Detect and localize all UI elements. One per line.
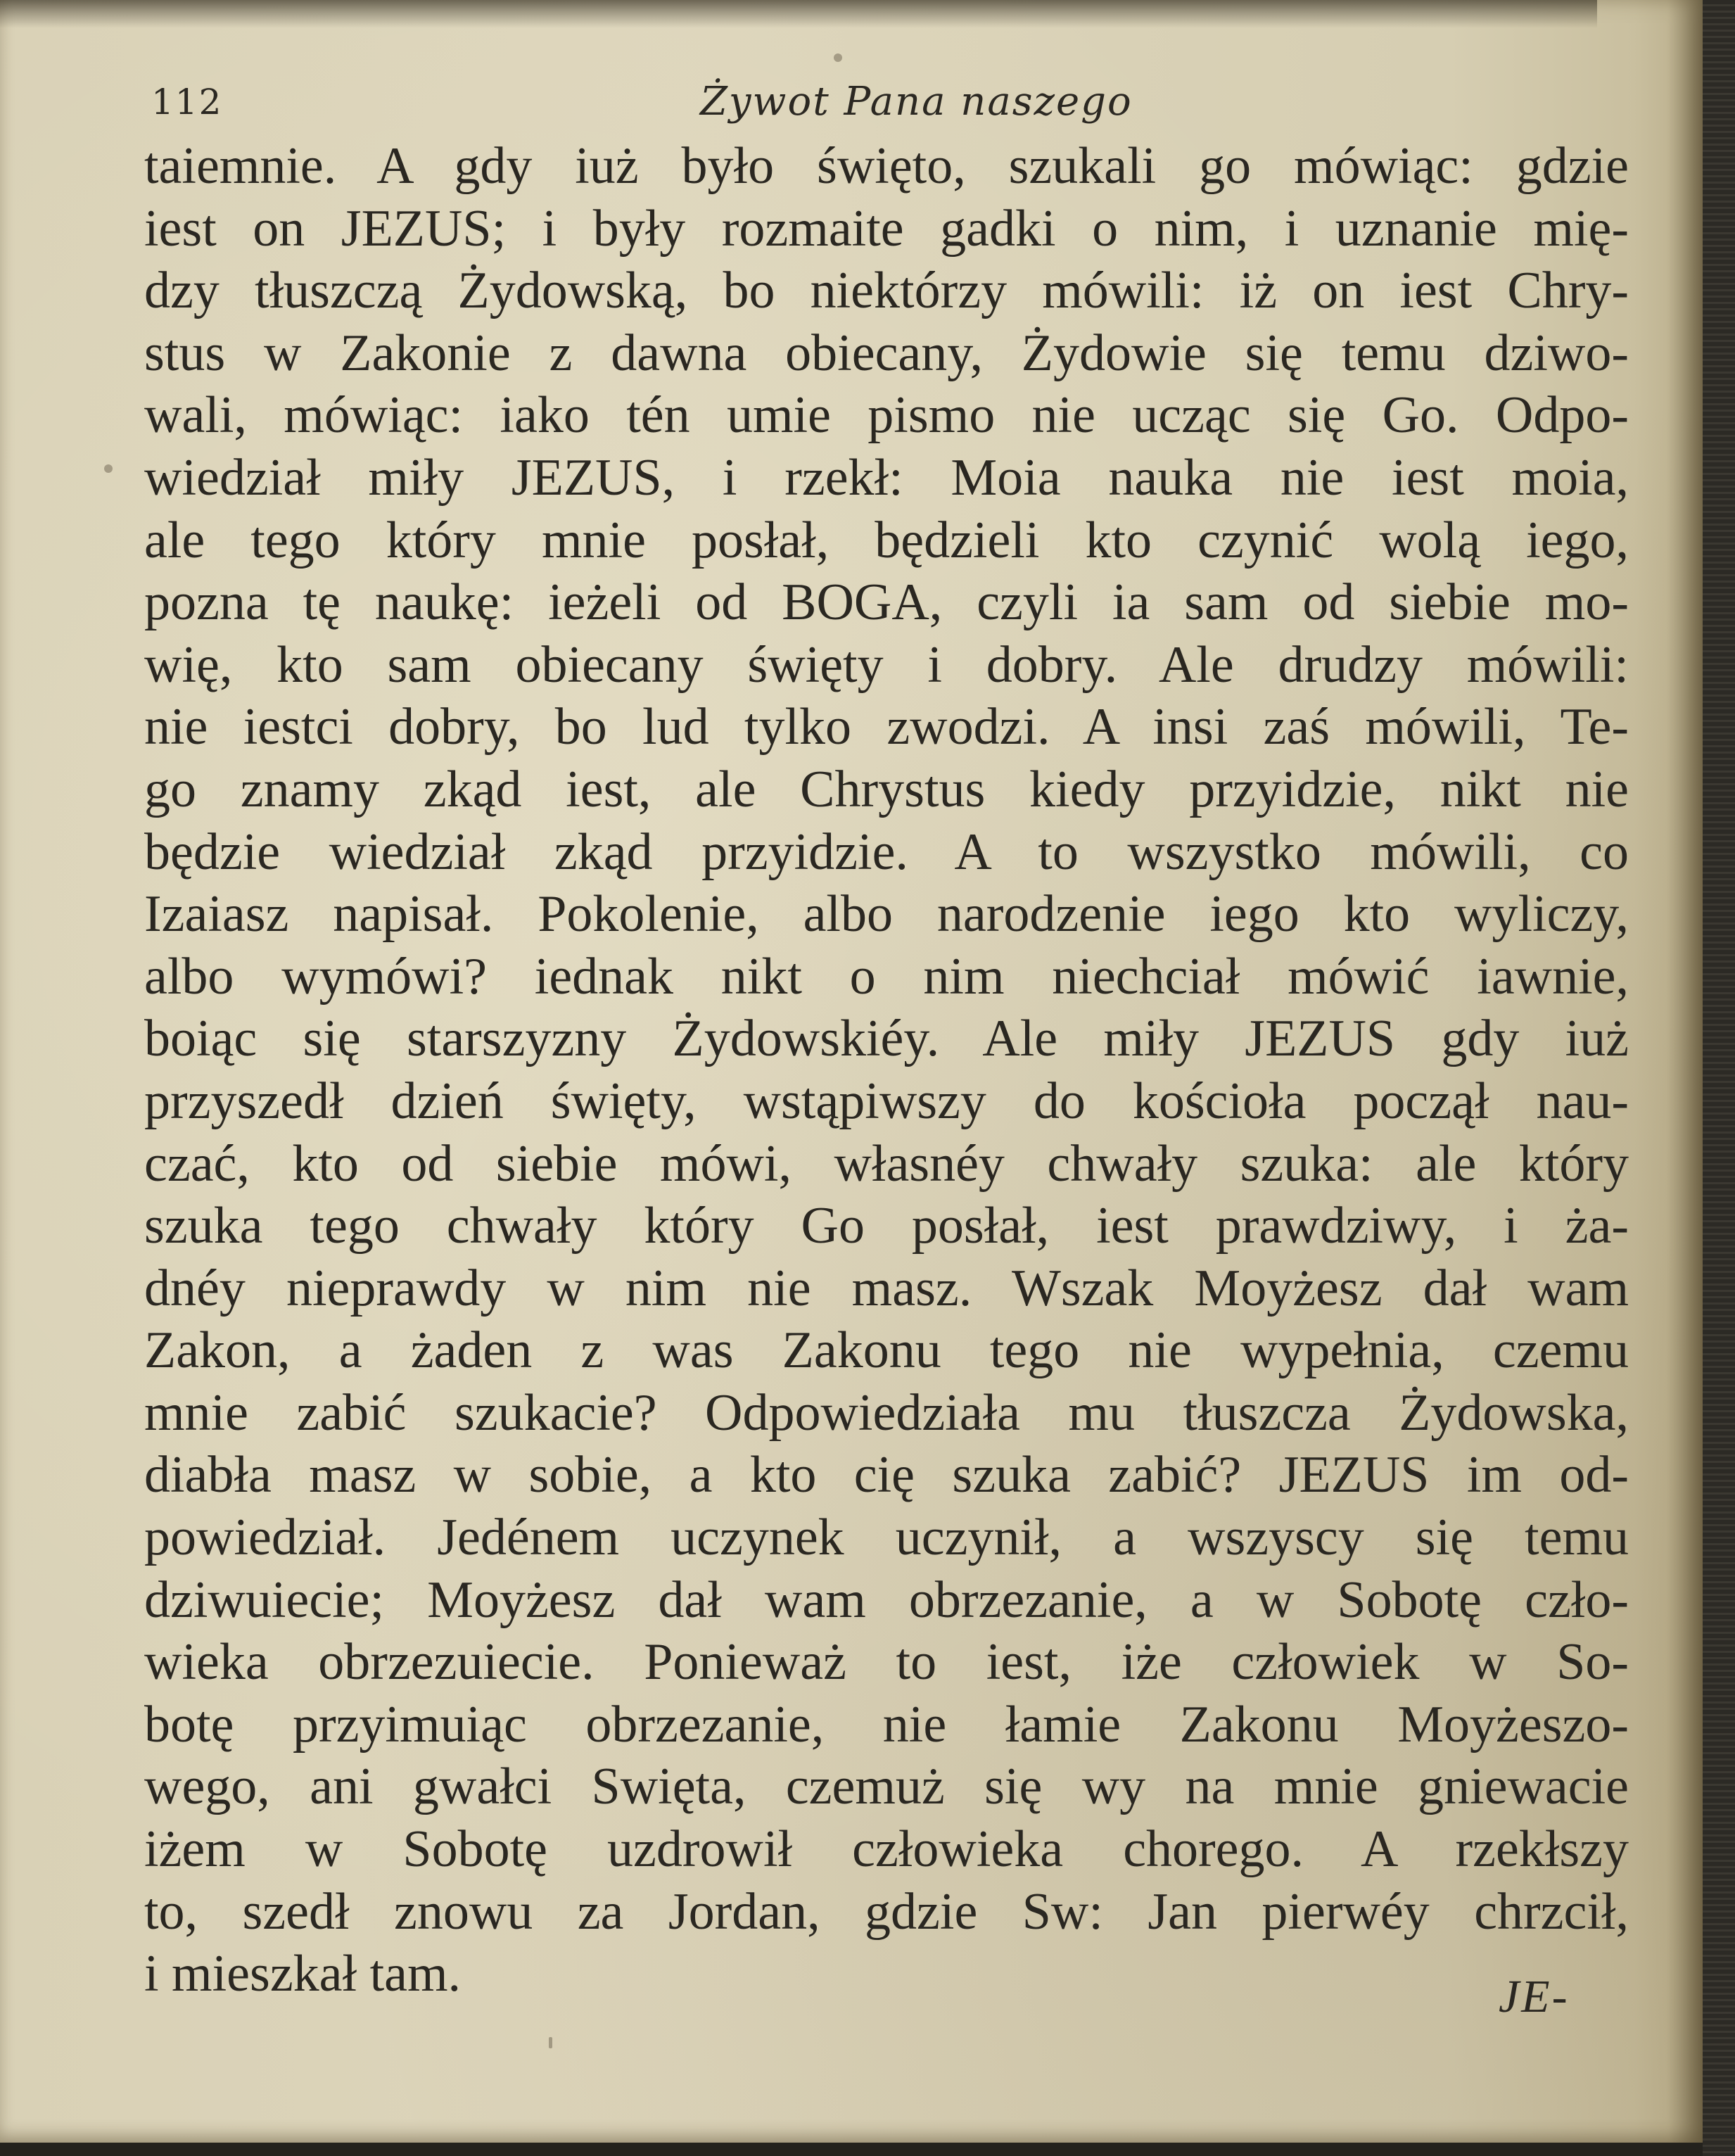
text-line: botę przyimuiąc obrzezanie, nie łamie Zakonu Moyżeszo-	[144, 1695, 1629, 1754]
text-line: czać, kto od siebie mówi, własnéy chwały szuka: ale który	[144, 1134, 1629, 1193]
text-line: powiedział. Jedénem uczynek uczynił, a wszyscy się temu	[144, 1509, 1629, 1567]
text-line: wieka obrzezuiecie. Ponieważ to iest, iże człowiek w So-	[144, 1633, 1629, 1692]
text-line: wali, mówiąc: iako tén umie pismo nie ucząc się Go. Odpo-	[144, 386, 1629, 445]
catchword: JE-	[1499, 1971, 1570, 2022]
text-line: dzy tłuszczą Żydowską, bo niektórzy mówili: iż on iest Chry-	[144, 262, 1629, 320]
page-number: 112	[151, 82, 223, 122]
text-line: iest on JEZUS; i były rozmaite gadki o nim, i uznanie mię-	[144, 199, 1629, 258]
text-line: wię, kto sam obiecany święty i dobry. Ale drudzy mówili:	[144, 635, 1629, 694]
paper-spot	[104, 464, 113, 473]
text-line: Izaiasz napisał. Pokolenie, albo narodzenie iego kto wyliczy,	[144, 885, 1629, 944]
text-line: diabła masz w sobie, a kto cię szuka zabić? JEZUS im od-	[144, 1446, 1629, 1504]
paper-spot	[549, 2037, 552, 2048]
page-header	[151, 79, 1629, 135]
paper-spot	[834, 53, 842, 62]
page-top-shadow	[0, 0, 1597, 28]
text-line: ale tego który mnie posłał, będzieli kto czynić wolą iego,	[144, 511, 1629, 569]
text-line: będzie wiedział zkąd przyidzie. A to wszystko mówili, co	[144, 823, 1629, 881]
page-gutter-shadow	[1667, 0, 1703, 2143]
text-line: dziwuiecie; Moyżesz dał wam obrzezanie, a w Sobotę czło-	[144, 1571, 1629, 1629]
text-line: albo wymówi? iednak nikt o nim niechciał mówić iawnie,	[144, 947, 1629, 1006]
text-line: nie iestci dobry, bo lud tylko zwodzi. A insi zaś mówili, Te-	[144, 698, 1629, 756]
text-line: boiąc się starszyzny Żydowskiéy. Ale miły JEZUS gdy iuż	[144, 1010, 1629, 1068]
book-edge	[1703, 0, 1735, 2156]
text-line-last: i mieszkał tam.	[144, 1945, 462, 2003]
text-line: mnie zabić szukacie? Odpowiedziała mu tłuszcza Żydowska,	[144, 1383, 1629, 1442]
text-line: dnéy nieprawdy w nim nie masz. Wszak Moyżesz dał wam	[144, 1259, 1629, 1317]
text-line: pozna tę naukę: ieżeli od BOGA, czyli ia sam od siebie mo-	[144, 573, 1629, 632]
text-line: wego, ani gwałci Swięta, czemuż się wy na mnie gniewacie	[144, 1758, 1629, 1816]
running-head: Żywot Pana naszego	[700, 79, 1133, 125]
text-line: iżem w Sobotę uzdrowił człowieka chorego. A rzekłszy	[144, 1820, 1629, 1879]
text-line: go znamy zkąd iest, ale Chrystus kiedy przyidzie, nikt nie	[144, 760, 1629, 818]
text-line: wiedział miły JEZUS, i rzekł: Moia nauka nie iest moia,	[144, 448, 1629, 507]
text-line: przyszedł dzień święty, wstąpiwszy do kościoła począł nau-	[144, 1072, 1629, 1130]
text-line: stus w Zakonie z dawna obiecany, Żydowie się temu dziwo-	[144, 324, 1629, 382]
text-line: szuka tego chwały który Go posłał, iest prawdziwy, i ża-	[144, 1197, 1629, 1255]
text-line: Zakon, a żaden z was Zakonu tego nie wypełnia, czemu	[144, 1321, 1629, 1380]
body-text	[144, 135, 1629, 2005]
text-line: to, szedł znowu za Jordan, gdzie Sw: Jan pierwéy chrzcił,	[144, 1882, 1629, 1941]
text-line: taiemnie. A gdy iuż było święto, szukali go mówiąc: gdzie	[144, 137, 1629, 195]
